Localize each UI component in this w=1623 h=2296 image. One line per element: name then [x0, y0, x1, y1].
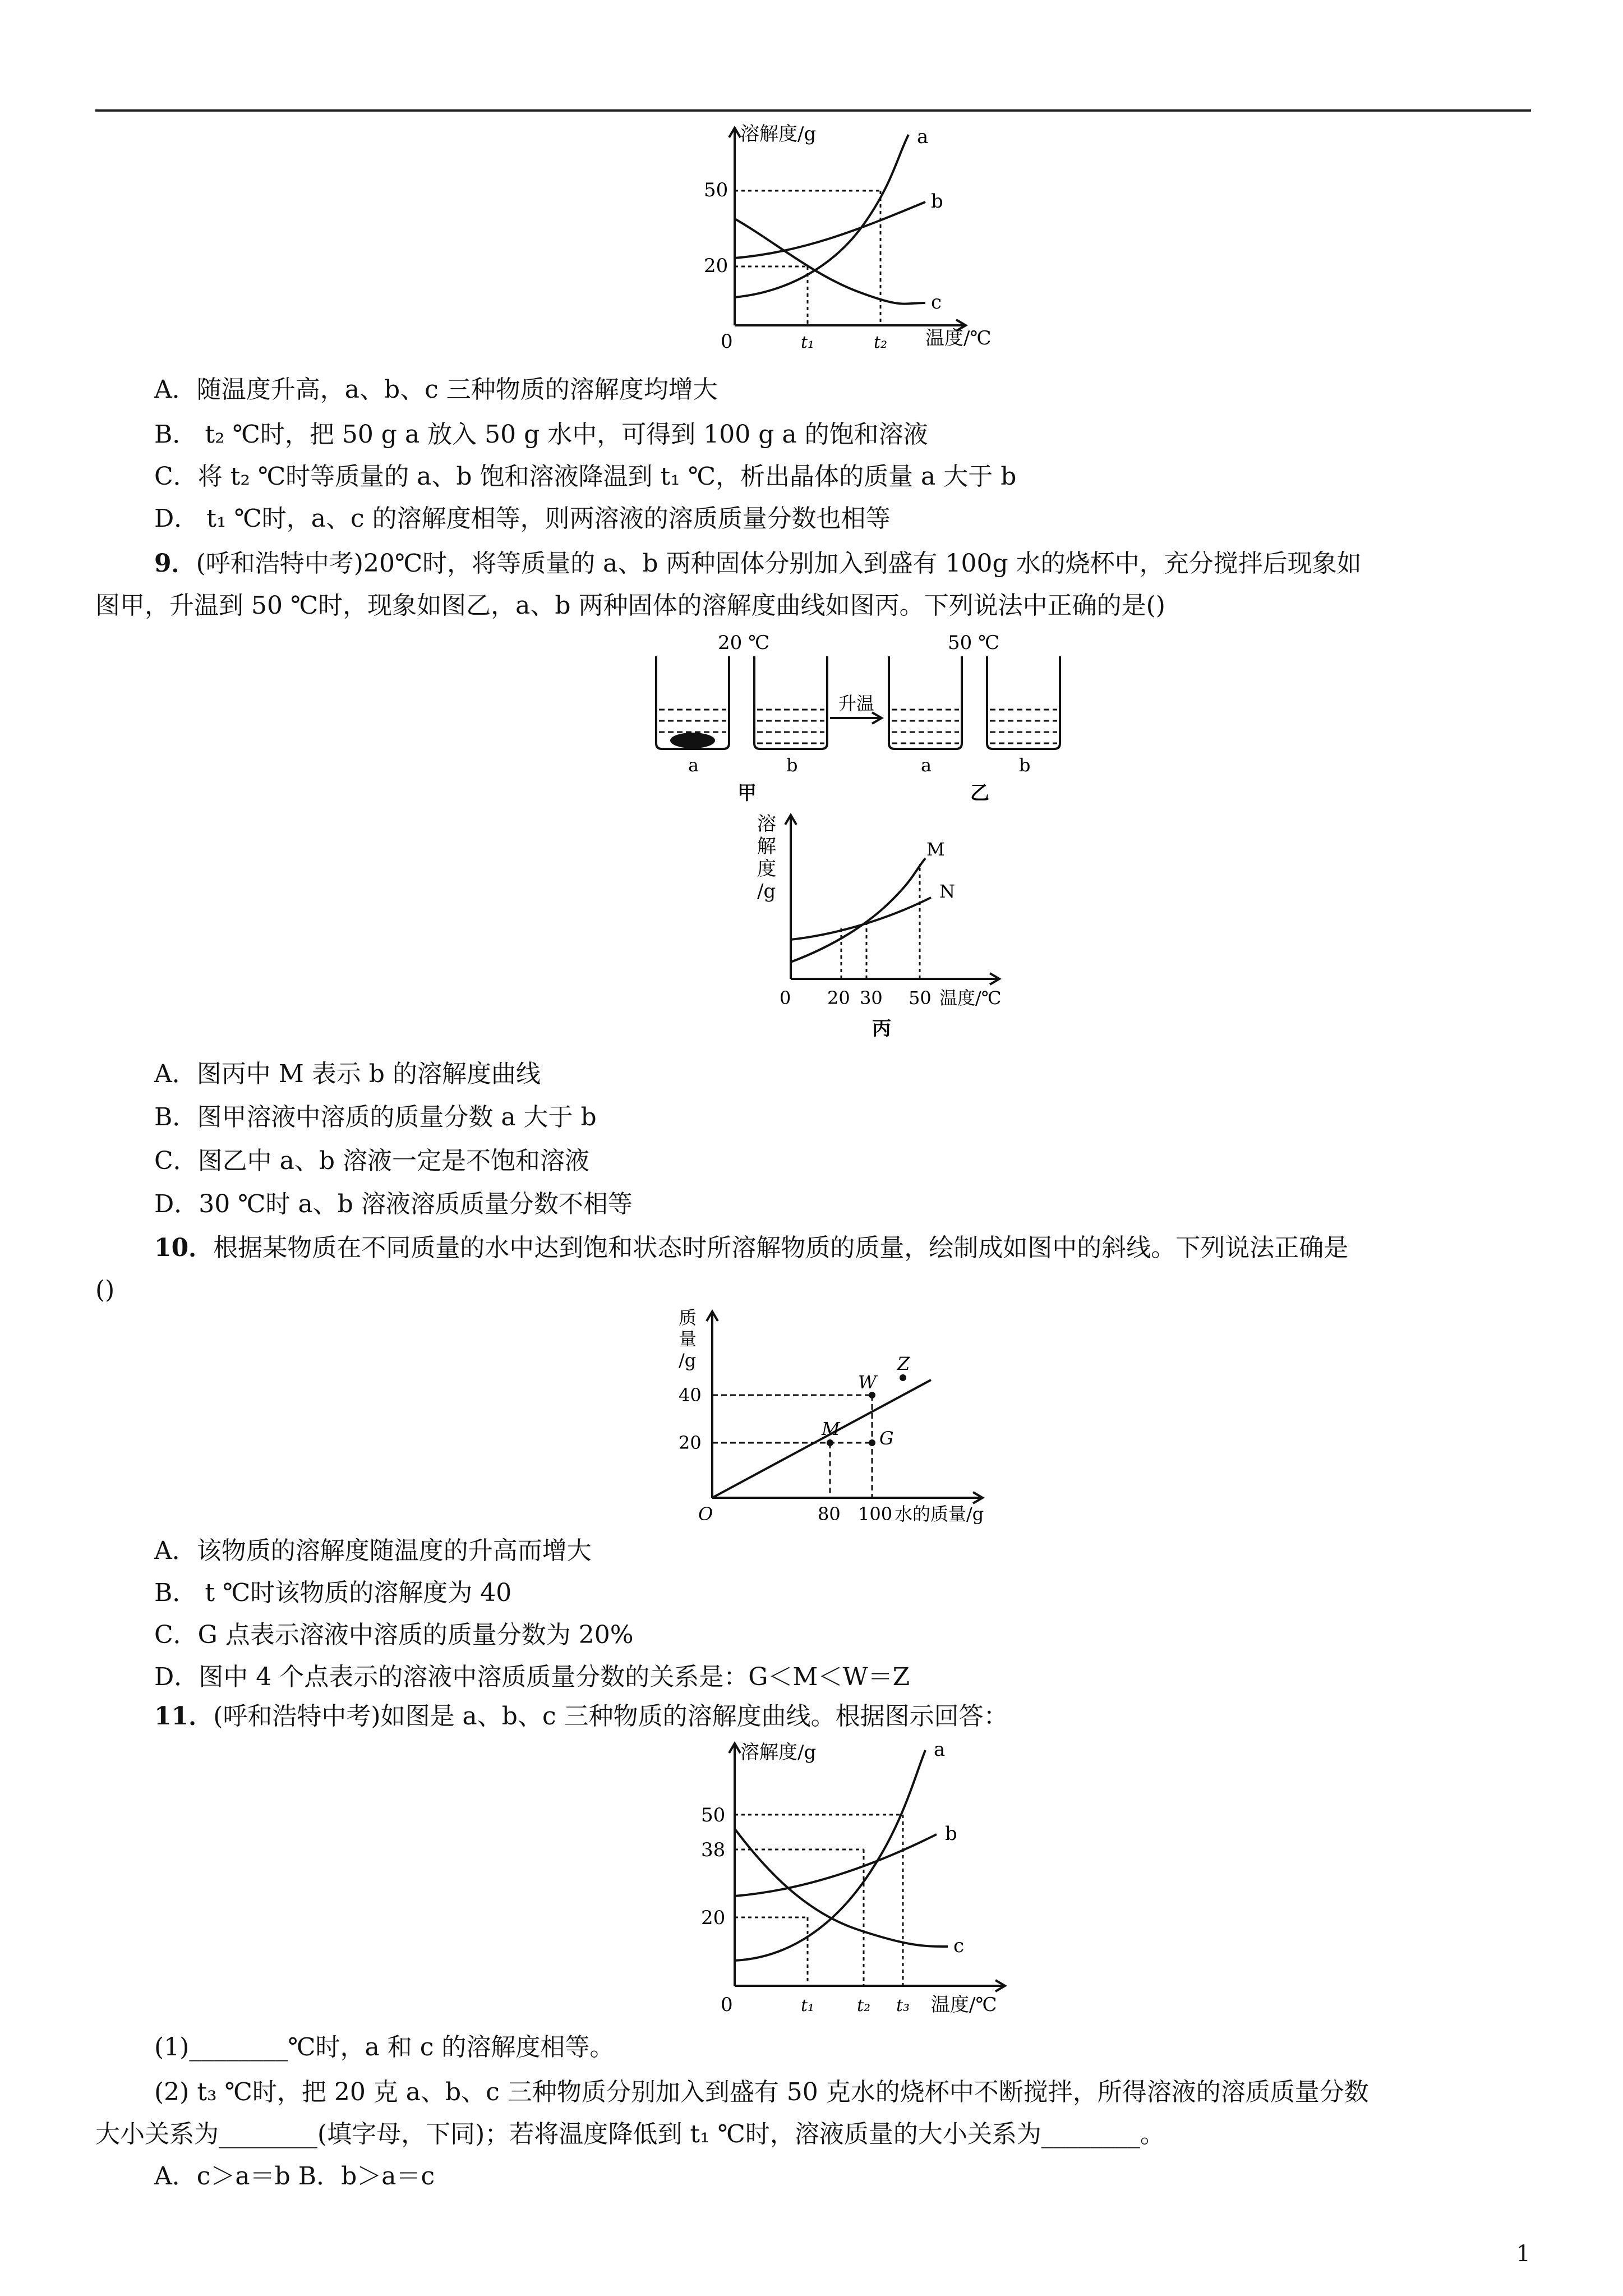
q11-number: 11．	[154, 1702, 214, 1731]
q8-xtick-t2: t₂	[874, 333, 888, 352]
q10-point-G: G	[879, 1428, 894, 1449]
q9-solubility-chart	[746, 811, 1038, 1046]
q8-option-c: C．将 t₂ ℃时等质量的 a、b 饱和溶液降温到 t₁ ℃，析出晶体的质量 a 大于 b	[154, 462, 1017, 491]
q11-sub2-line2: 大小关系为________(填字母，下同)；若将温度降低到 t₁ ℃时，溶液质量的大小关系为________。	[95, 2120, 1165, 2148]
q11-xtick-t1: t₁	[801, 1996, 815, 2016]
q9-origin: 0	[780, 987, 791, 1009]
q11-curve-c: c	[953, 1935, 965, 1957]
q11-stem-text: (呼和浩特中考)如图是 a、b、c 三种物质的溶解度曲线。根据图示回答：	[213, 1702, 1008, 1731]
q9-ylabel-4: /g	[757, 880, 776, 903]
q9-arrow-label: 升温	[838, 693, 875, 714]
q8-curve-c: c	[931, 291, 942, 314]
q9-caption: 丙	[872, 1018, 891, 1040]
q10-stem-text1: 根据某物质在不同质量的水中达到饱和状态时所溶解物质的质量，绘制成如图中的斜线。下列说法正确是	[213, 1234, 1349, 1262]
q8-option-a: A．随温度升高，a、b、c 三种物质的溶解度均增大	[154, 375, 718, 404]
q10-ylabel-3: /g	[679, 1350, 697, 1371]
q10-xlabel: 水的质量/g	[895, 1503, 984, 1525]
q10-point-W: W	[858, 1372, 877, 1393]
q10-origin: O	[698, 1503, 713, 1525]
q11-curve-a: a	[934, 1738, 946, 1761]
q11-xtick-t3: t₃	[896, 1996, 910, 2016]
q9-stem-line2: 图甲，升温到 50 ℃时，现象如图乙，a、b 两种固体的溶解度曲线如图丙。下列说法中正确的是()	[95, 591, 1165, 620]
q11-solubility-chart	[690, 1739, 1038, 2019]
q8-solubility-chart	[690, 123, 992, 359]
q9-number: 9．	[154, 549, 196, 578]
q10-ylabel-1: 质	[679, 1307, 697, 1328]
page-number: 1	[1516, 2241, 1530, 2267]
q10-xtick-100: 100	[858, 1503, 893, 1525]
q10-mass-chart	[667, 1307, 1026, 1531]
q9-xtick-30: 30	[860, 987, 883, 1009]
q10-option-b: B． t ℃时该物质的溶解度为 40	[154, 1579, 512, 1607]
q8-option-d: D． t₁ ℃时，a、c 的溶解度相等，则两溶液的溶质质量分数也相等	[154, 504, 891, 533]
q9-temp-50: 50 ℃	[948, 632, 1000, 654]
q9-group-yi: 乙	[970, 782, 989, 804]
q10-ytick-20: 20	[679, 1432, 702, 1453]
q9-stem-line1	[154, 547, 1362, 581]
q10-number: 10．	[154, 1234, 214, 1262]
q9-curve-M: M	[926, 839, 945, 860]
q11-origin: 0	[721, 1994, 733, 2016]
q9-ylabel-2: 解	[757, 835, 776, 858]
q9-xtick-50: 50	[909, 987, 932, 1009]
q11-ytick-20: 20	[701, 1907, 726, 1929]
q10-ylabel-2: 量	[679, 1328, 697, 1350]
q9-curve-N: N	[939, 881, 955, 902]
q11-ytick-50: 50	[701, 1804, 726, 1826]
q11-xlabel: 温度/℃	[931, 1994, 997, 2016]
q9-ylabel-3: 度	[757, 858, 776, 880]
top-rule	[95, 109, 1531, 112]
q10-xtick-80: 80	[818, 1503, 841, 1525]
q10-stem-line1	[154, 1231, 1348, 1265]
undissolved-solid-icon	[670, 733, 715, 748]
q8-curve-b: b	[931, 190, 943, 213]
q11-stem	[154, 1700, 1008, 1733]
q9-beaker-label-b2: b	[1019, 754, 1031, 776]
q8-xlabel: 温度/℃	[925, 327, 992, 349]
q11-xtick-t2: t₂	[857, 1996, 871, 2016]
q10-point-M: M	[822, 1418, 840, 1439]
q9-xlabel: 温度/℃	[939, 987, 1002, 1009]
q9-beakers-figure	[645, 631, 1105, 805]
q9-beaker-label-b1: b	[786, 754, 798, 776]
q10-point-Z: Z	[897, 1353, 910, 1374]
q11-ytick-38: 38	[701, 1839, 726, 1861]
q10-ytick-40: 40	[679, 1384, 702, 1406]
q8-curve-a: a	[917, 126, 929, 148]
q11-sub1: (1)________℃时，a 和 c 的溶解度相等。	[154, 2033, 615, 2062]
q9-option-a: A．图丙中 M 表示 b 的溶解度曲线	[154, 1060, 541, 1088]
q8-ylabel: 溶解度/g	[740, 123, 817, 145]
q10-option-a: A．该物质的溶解度随温度的升高而增大	[154, 1536, 592, 1565]
q9-stem-text1: (呼和浩特中考)20℃时，将等质量的 a、b 两种固体分别加入到盛有 100g 水的烧杯中，充分搅拌后现象如	[196, 549, 1362, 578]
q9-xtick-20: 20	[827, 987, 850, 1009]
q11-ylabel: 溶解度/g	[740, 1741, 817, 1764]
q9-option-b: B．图甲溶液中溶质的质量分数 a 大于 b	[154, 1103, 597, 1131]
q10-option-c: C．G 点表示溶液中溶质的质量分数为 20%	[154, 1621, 634, 1649]
q8-ytick-20: 20	[704, 255, 728, 277]
q9-beaker-label-a1: a	[688, 754, 699, 776]
q9-beaker-label-a2: a	[921, 754, 932, 776]
q9-temp-20: 20 ℃	[718, 632, 770, 654]
q10-option-d: D．图中 4 个点表示的溶液中溶质质量分数的关系是：G＜M＜W＝Z	[154, 1663, 910, 1691]
q8-option-b: B． t₂ ℃时，把 50 g a 放入 50 g 水中，可得到 100 g a 的饱和溶液	[154, 420, 928, 449]
q9-option-d: D．30 ℃时 a、b 溶液溶质质量分数不相等	[154, 1190, 633, 1218]
q10-stem-line2: ()	[95, 1276, 115, 1304]
q11-options: A．c＞a＝b B．b＞a＝c	[154, 2162, 435, 2191]
q8-xtick-t1: t₁	[801, 333, 815, 352]
q9-group-jia: 甲	[737, 782, 757, 804]
q9-ylabel-1: 溶	[757, 813, 776, 835]
q8-origin: 0	[721, 330, 733, 353]
q11-sub2-line1: (2) t₃ ℃时，把 20 克 a、b、c 三种物质分别加入到盛有 50 克水的烧杯中不断搅拌，所得溶液的溶质质量分数	[154, 2078, 1369, 2106]
q9-option-c: C．图乙中 a、b 溶液一定是不饱和溶液	[154, 1147, 590, 1175]
q11-curve-b: b	[945, 1823, 957, 1845]
q8-ytick-50: 50	[704, 179, 728, 201]
